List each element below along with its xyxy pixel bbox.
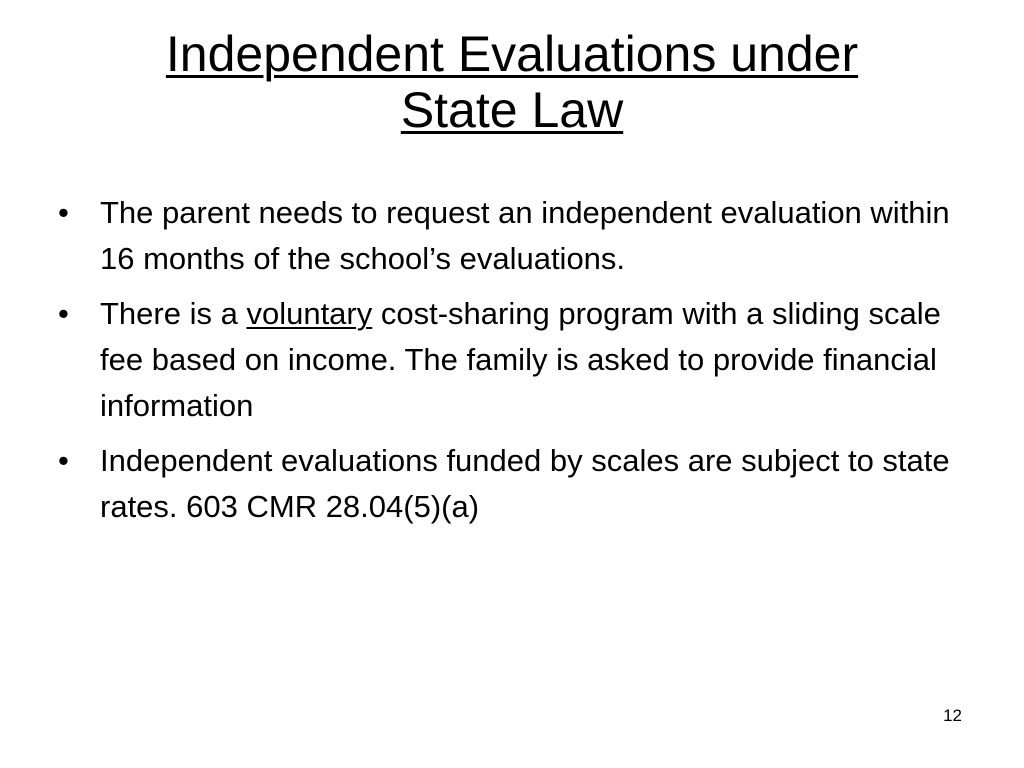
bullet-text-2-underlined: voluntary <box>246 296 373 331</box>
bullet-item-3 <box>58 438 968 530</box>
bullet-text-1: The parent needs to request an independent evaluation within 16 months of the school’s evaluations. <box>100 195 950 276</box>
title-line-2: State Law <box>400 82 624 138</box>
bullet-item-2 <box>58 291 968 429</box>
slide-title <box>40 26 984 138</box>
title-line-1: Independent Evaluations under <box>165 26 859 82</box>
bullet-marker-icon: • <box>58 443 69 478</box>
bullet-text-2-before: There is a <box>100 296 247 331</box>
page-number: 12 <box>943 706 962 725</box>
bullet-text-2-after: cost-sharing program with a sliding scale fee based on income. The family is asked to provide financial information <box>100 296 941 423</box>
bullet-marker-icon: • <box>58 296 69 331</box>
bullet-list <box>58 190 968 539</box>
bullet-marker-icon: • <box>58 195 69 230</box>
bullet-text-3: Independent evaluations funded by scales are subject to state rates. 603 CMR 28.04(5)(a) <box>100 443 950 524</box>
bullet-item-1 <box>58 190 968 282</box>
